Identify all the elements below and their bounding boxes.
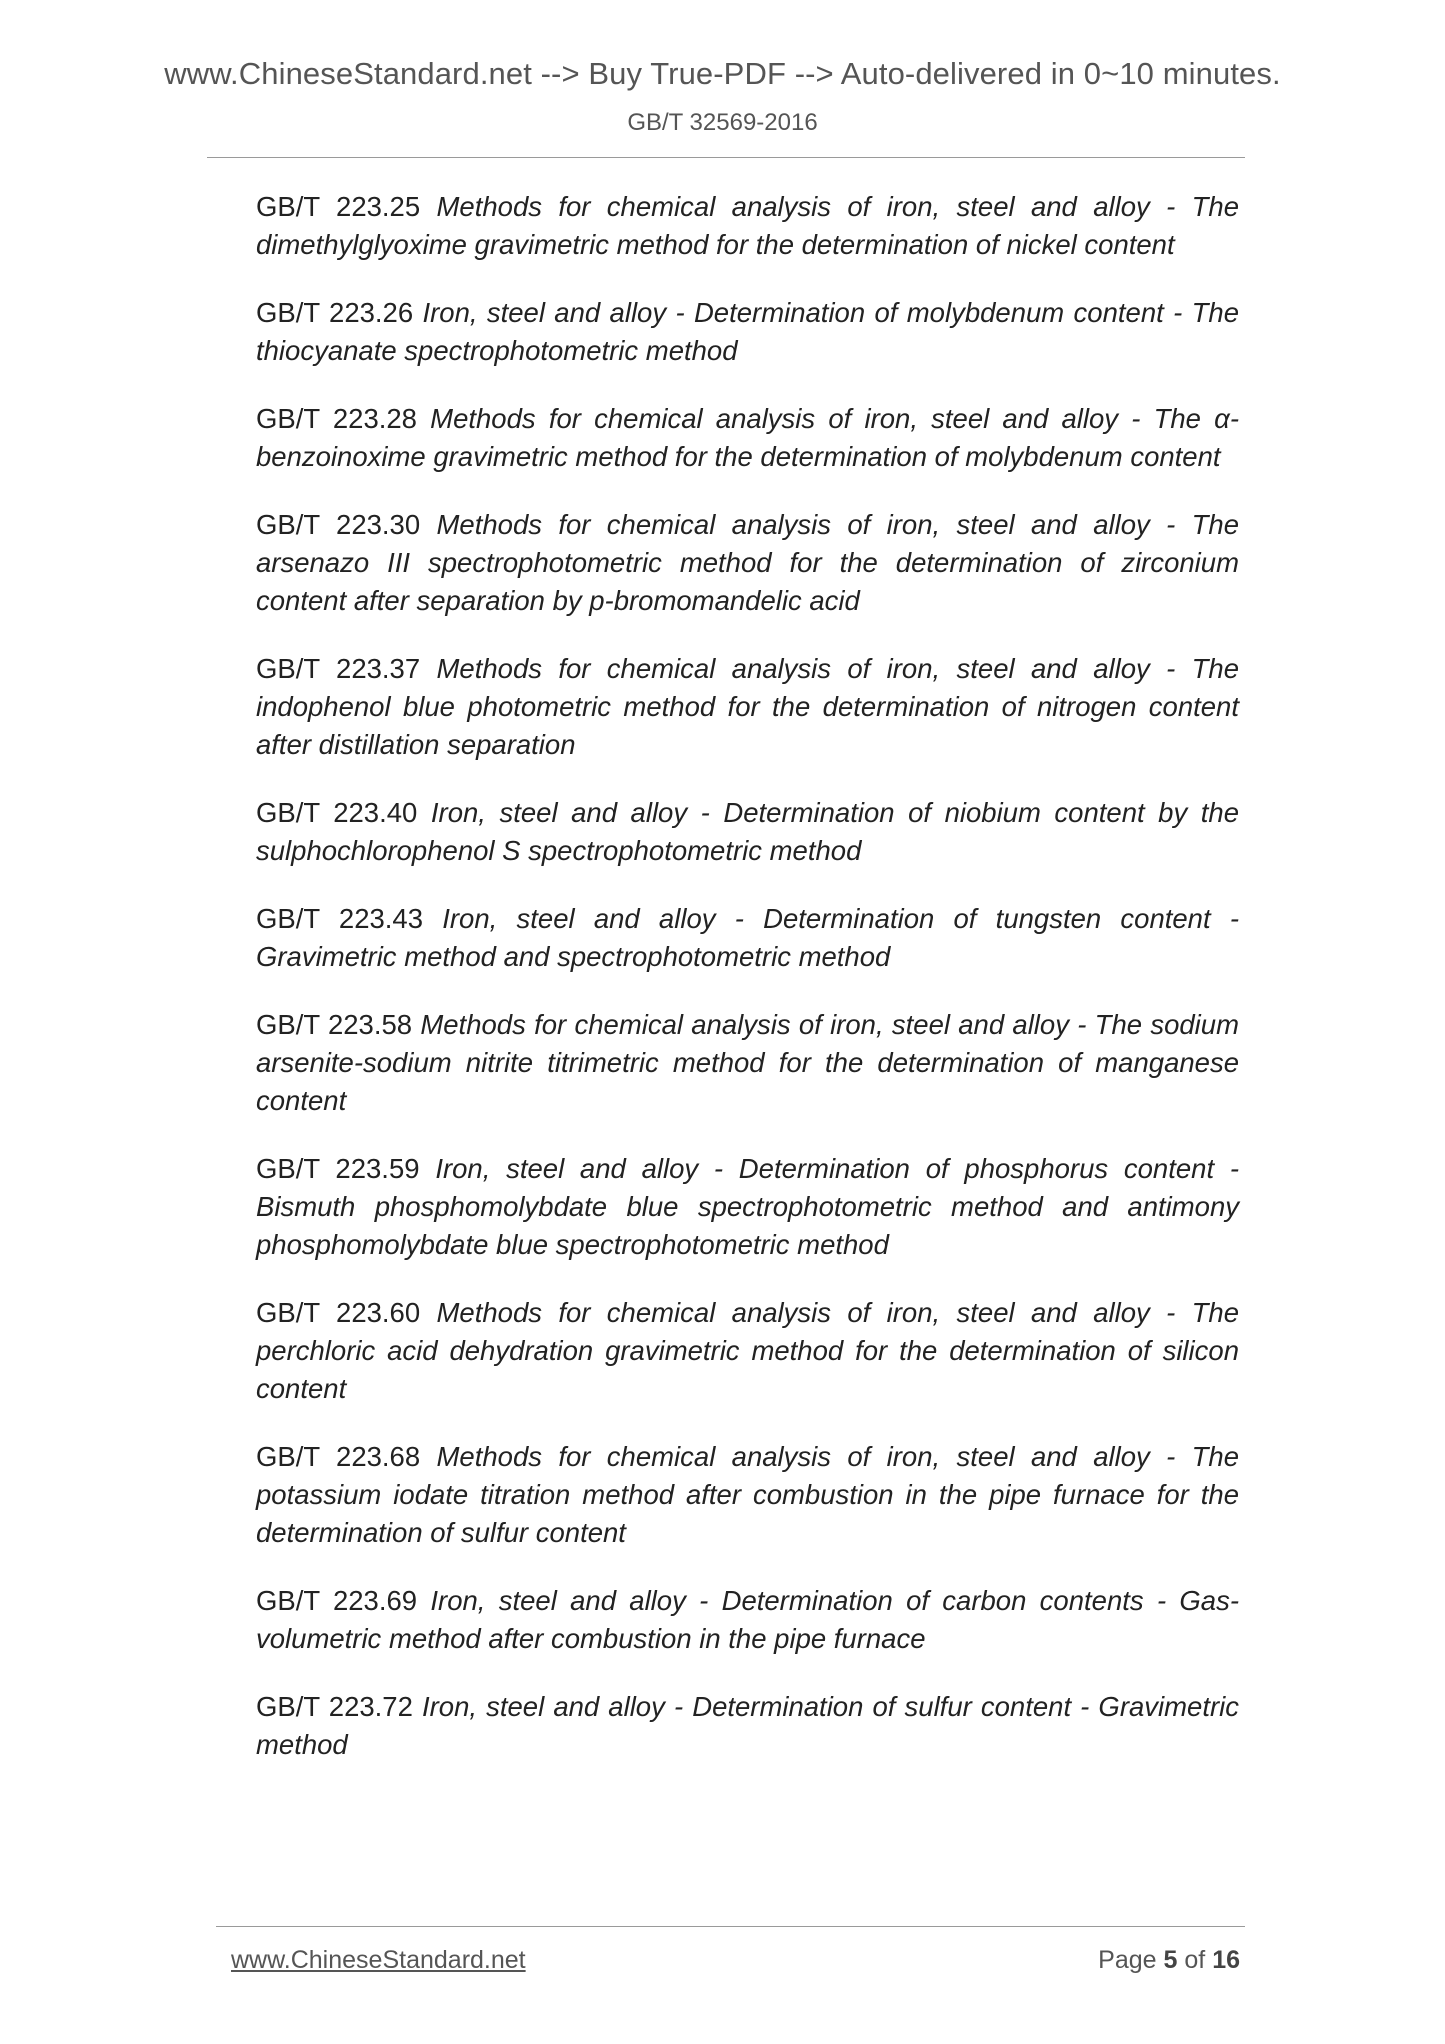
reference-code: GB/T 223.69 bbox=[256, 1585, 418, 1616]
reference-code: GB/T 223.68 bbox=[256, 1441, 421, 1472]
reference-code: GB/T 223.25 bbox=[256, 191, 421, 222]
reference-code: GB/T 223.28 bbox=[256, 403, 417, 434]
footer-divider bbox=[216, 1926, 1245, 1927]
page-total: 16 bbox=[1212, 1946, 1240, 1974]
reference-item bbox=[256, 1150, 1239, 1264]
reference-code: GB/T 223.43 bbox=[256, 903, 424, 934]
page-of: of bbox=[1184, 1946, 1206, 1974]
reference-title: Iron, steel and alloy - Determination of phosphorus content - Bismuth phosphomolybdate blue spectrophotometric method and antimony phosphomolybdate blue spectrophotometric method bbox=[256, 1153, 1240, 1260]
normative-references-list bbox=[256, 188, 1239, 1794]
reference-item bbox=[256, 294, 1239, 370]
reference-title: Iron, steel and alloy - Determination of molybdenum content - The thiocyanate spectrophotometric method bbox=[256, 297, 1240, 366]
reference-item bbox=[256, 650, 1239, 764]
reference-item bbox=[256, 794, 1239, 870]
reference-code: GB/T 223.60 bbox=[256, 1297, 421, 1328]
reference-title: Methods for chemical analysis of iron, steel and alloy - The α-benzoinoxime gravimetric method for the determination of molybdenum content bbox=[256, 403, 1239, 472]
reference-code: GB/T 223.72 bbox=[256, 1691, 413, 1722]
reference-code: GB/T 223.59 bbox=[256, 1153, 420, 1184]
document-code: GB/T 32569-2016 bbox=[627, 109, 818, 136]
reference-title: Iron, steel and alloy - Determination of sulfur content - Gravimetric method bbox=[256, 1691, 1239, 1760]
reference-item bbox=[256, 506, 1239, 620]
reference-title: Methods for chemical analysis of iron, steel and alloy - The arsenazo III spectrophotometric method for the determination of zirconium content after separation by p-bromomandelic acid bbox=[256, 509, 1239, 616]
page-indicator bbox=[1098, 1946, 1240, 1975]
footer-website-link[interactable]: www.ChineseStandard.net bbox=[231, 1946, 526, 1974]
reference-code: GB/T 223.30 bbox=[256, 509, 421, 540]
reference-item bbox=[256, 1294, 1239, 1408]
reference-item bbox=[256, 1438, 1239, 1552]
reference-title: Methods for chemical analysis of iron, steel and alloy - The perchloric acid dehydration gravimetric method for the determination of silicon content bbox=[256, 1297, 1239, 1404]
header-divider bbox=[207, 157, 1245, 158]
reference-title: Methods for chemical analysis of iron, steel and alloy - The potassium iodate titration method after combustion in the pipe furnace for the determination of sulfur content bbox=[256, 1441, 1239, 1548]
reference-title: Iron, steel and alloy - Determination of niobium content by the sulphochlorophenol S spectrophotometric method bbox=[256, 797, 1240, 866]
reference-code: GB/T 223.58 bbox=[256, 1009, 413, 1040]
reference-item bbox=[256, 400, 1239, 476]
reference-title: Iron, steel and alloy - Determination of tungsten content - Gravimetric method and spectrophotometric method bbox=[256, 903, 1239, 972]
header-banner: www.ChineseStandard.net --> Buy True-PDF --> Auto-delivered in 0~10 minutes. bbox=[164, 56, 1281, 91]
reference-title: Iron, steel and alloy - Determination of carbon contents - Gas-volumetric method after combustion in the pipe furnace bbox=[256, 1585, 1239, 1654]
reference-title: Methods for chemical analysis of iron, steel and alloy - The sodium arsenite-sodium nitrite titrimetric method for the determination of manganese content bbox=[256, 1009, 1239, 1116]
reference-title: Methods for chemical analysis of iron, steel and alloy - The indophenol blue photometric method for the determination of nitrogen content after distillation separation bbox=[256, 653, 1239, 760]
reference-item bbox=[256, 1688, 1239, 1764]
reference-item bbox=[256, 1006, 1239, 1120]
page-prefix: Page bbox=[1098, 1946, 1157, 1974]
reference-title: Methods for chemical analysis of iron, steel and alloy - The dimethylglyoxime gravimetric method for the determination of nickel content bbox=[256, 191, 1239, 260]
reference-item bbox=[256, 900, 1239, 976]
reference-code: GB/T 223.26 bbox=[256, 297, 414, 328]
reference-code: GB/T 223.40 bbox=[256, 797, 418, 828]
page-number: 5 bbox=[1163, 1946, 1178, 1974]
reference-item bbox=[256, 188, 1239, 264]
reference-code: GB/T 223.37 bbox=[256, 653, 421, 684]
reference-item bbox=[256, 1582, 1239, 1658]
